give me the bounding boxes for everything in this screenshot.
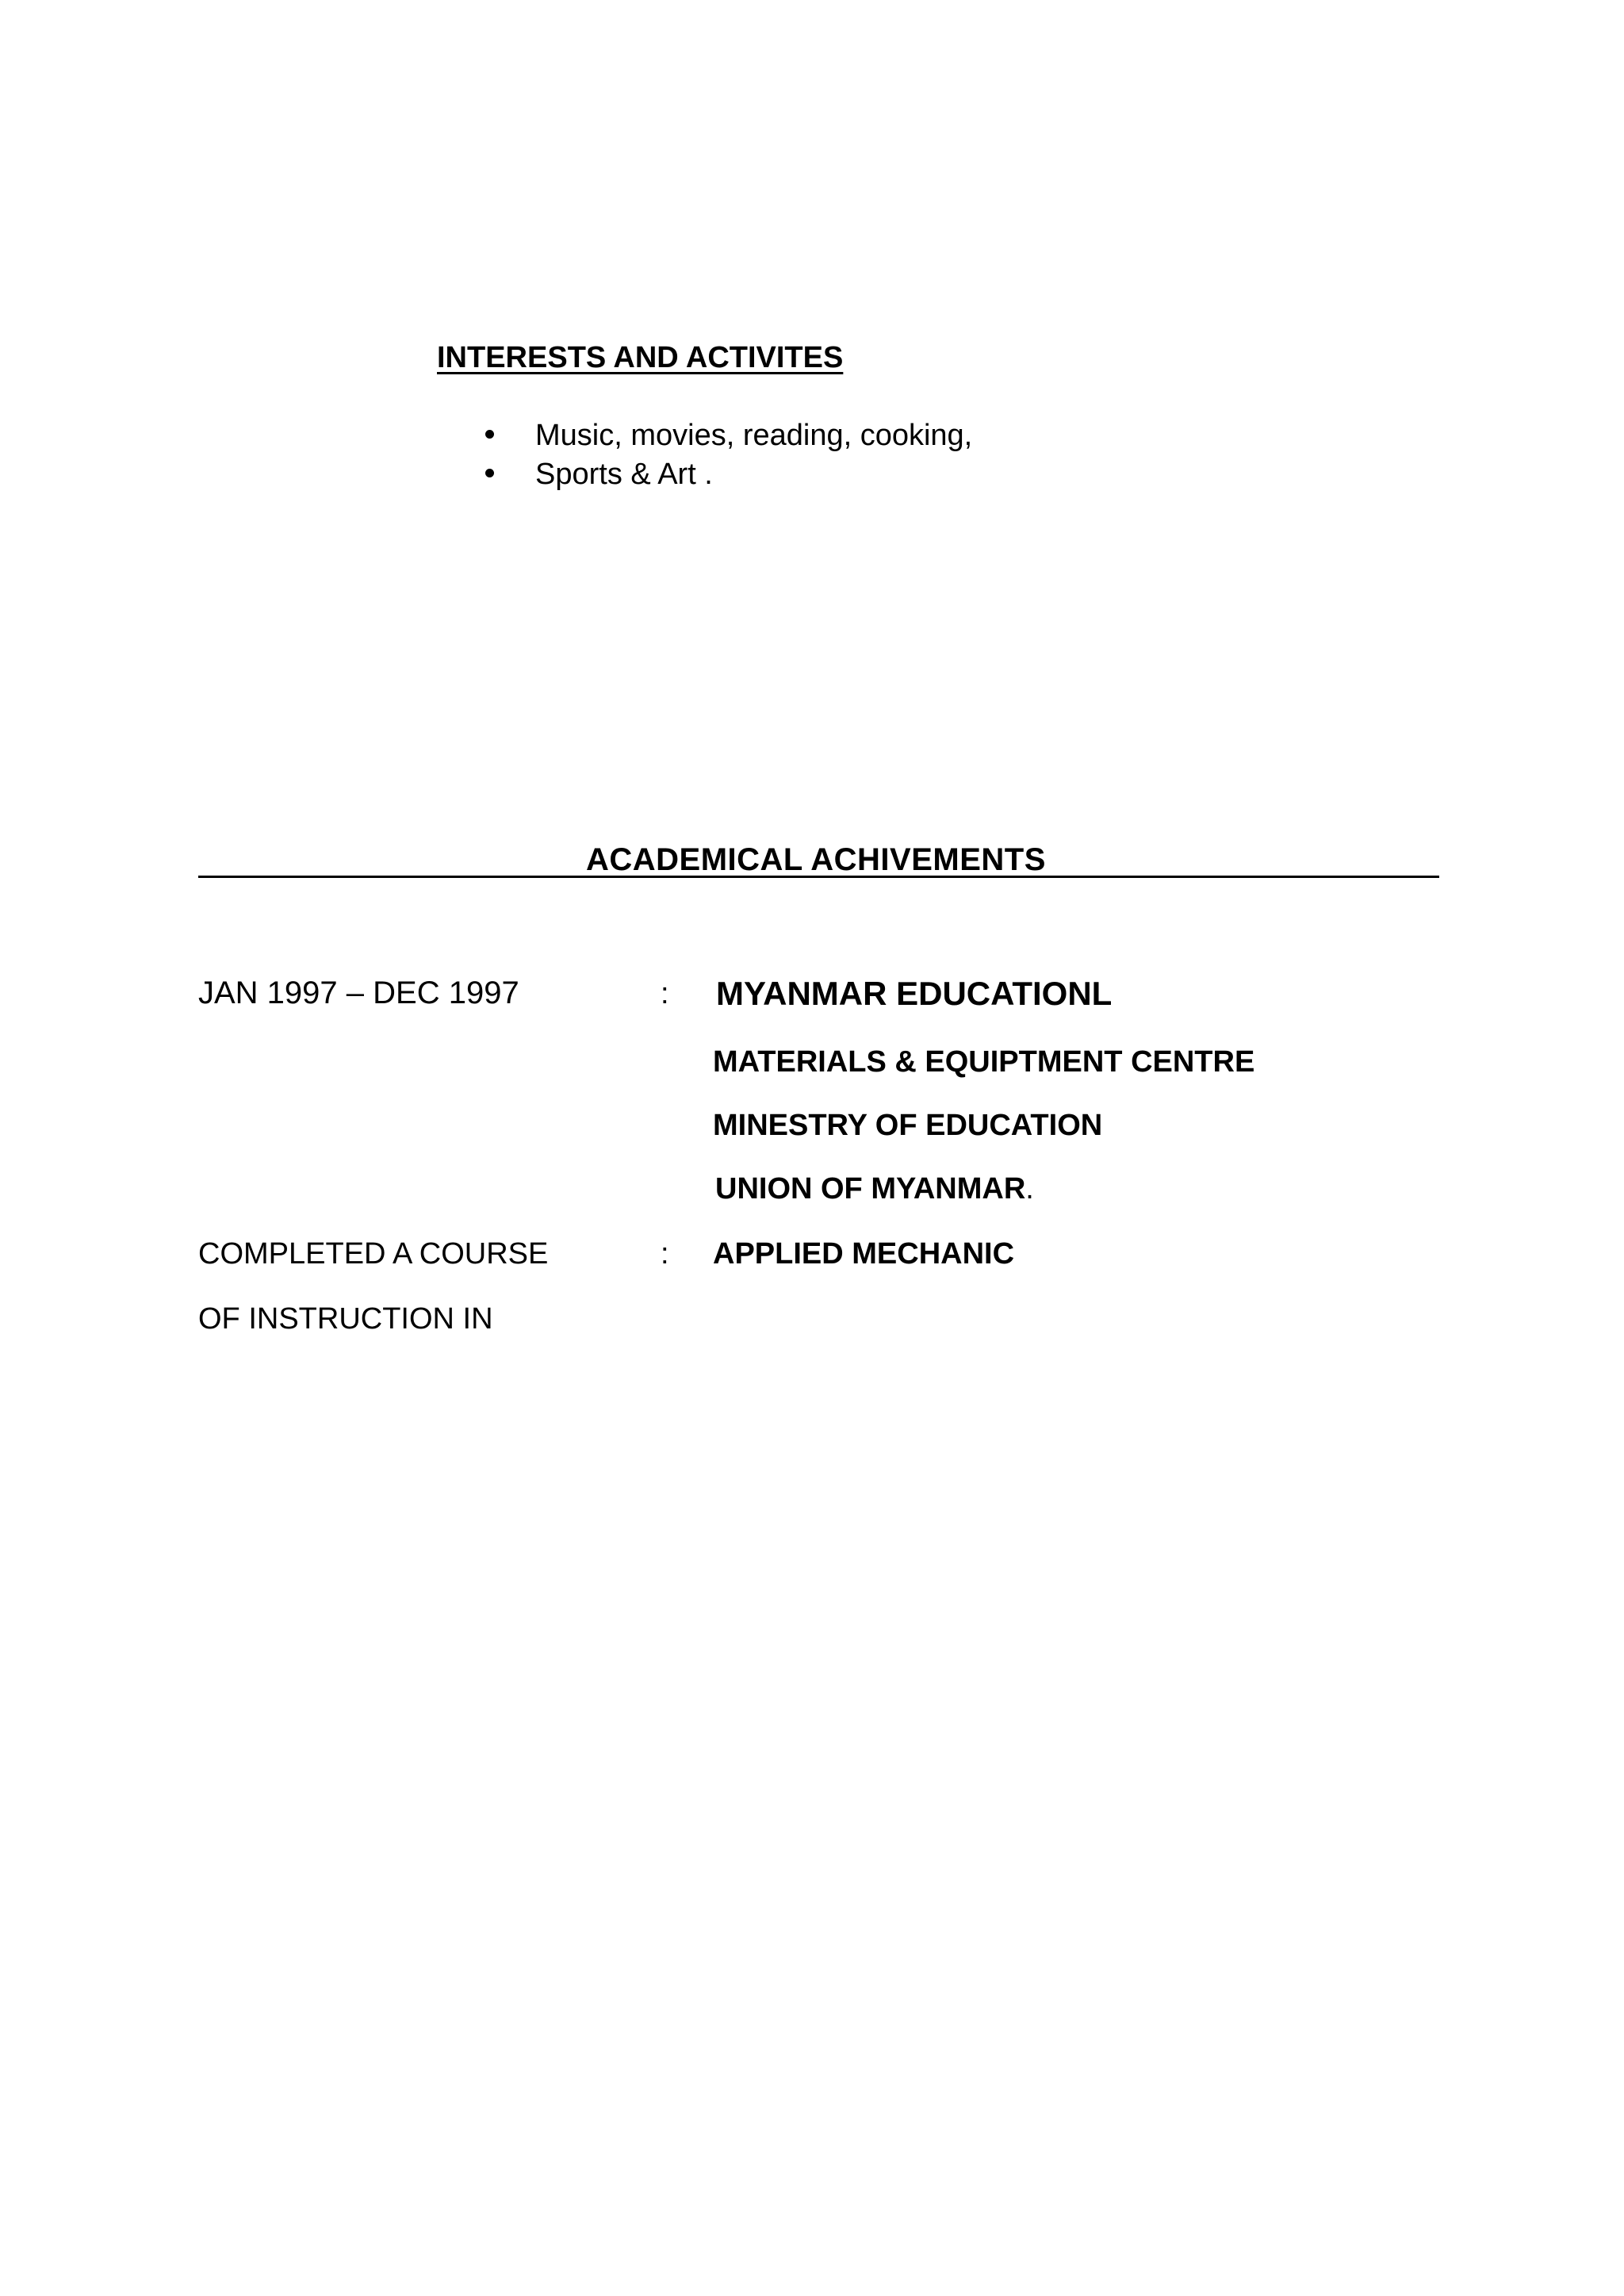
- institution-line: MATERIALS & EQUIPTMENT CENTRE: [713, 1045, 1255, 1079]
- interests-heading: INTERESTS AND ACTIVITES: [437, 341, 844, 374]
- bullet-icon: [485, 469, 494, 477]
- bullet-icon: [485, 430, 494, 439]
- interest-text: Music, movies, reading, cooking,: [535, 419, 973, 452]
- interest-list-item: [485, 419, 972, 453]
- separator-colon: :: [661, 977, 669, 1010]
- separator-colon: :: [661, 1237, 669, 1271]
- date-range-label: JAN 1997 – DEC 1997: [198, 976, 519, 1010]
- course-name: APPLIED MECHANIC: [713, 1237, 1015, 1271]
- institution-country: UNION OF MYANMAR: [715, 1172, 1026, 1205]
- institution-line: MINESTRY OF EDUCATION: [713, 1109, 1103, 1142]
- trailing-period: .: [1025, 1172, 1034, 1205]
- interest-text: Sports & Art .: [535, 458, 713, 491]
- academic-heading: ACADEMICAL ACHIVEMENTS: [586, 842, 1046, 877]
- institution-line: [715, 1172, 1034, 1206]
- institution-name: MYANMAR EDUCATIONL: [716, 975, 1113, 1012]
- course-label: COMPLETED A COURSE: [198, 1237, 549, 1271]
- interest-list-item: [485, 458, 713, 492]
- course-label: OF INSTRUCTION IN: [198, 1302, 493, 1336]
